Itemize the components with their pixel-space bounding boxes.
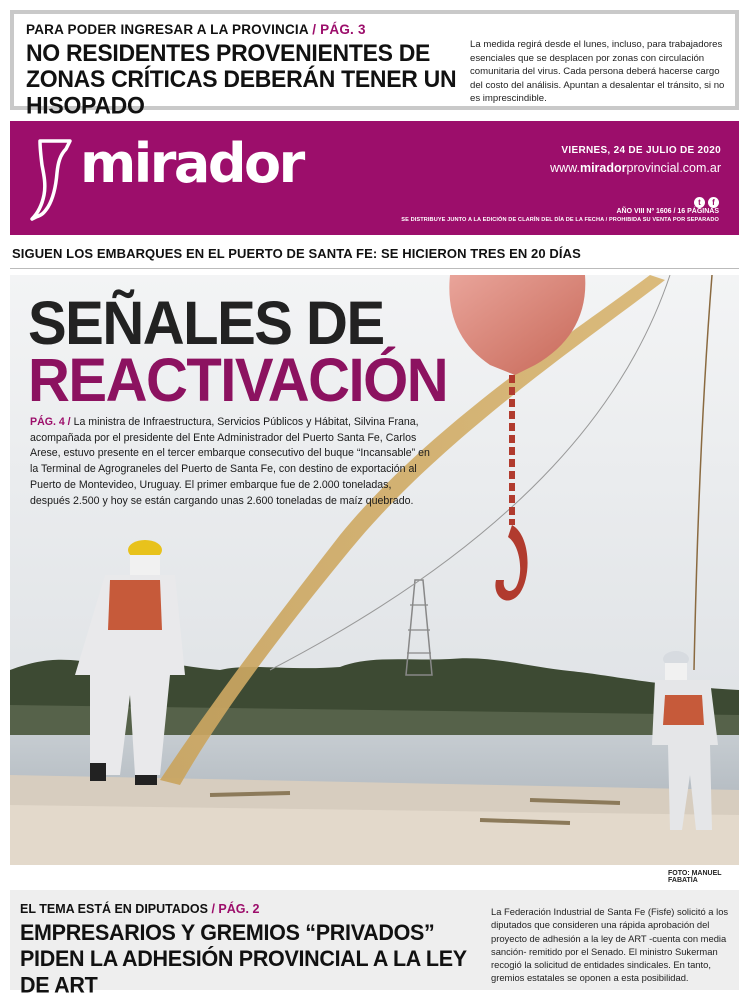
main-story-body (30, 415, 430, 509)
facebook-icon[interactable]: f (708, 197, 719, 208)
website-url[interactable] (550, 161, 721, 175)
bottom-teaser-page[interactable]: / PÁG. 2 (211, 902, 260, 916)
photo-credit: FOTO: MANUEL FABATÍA (668, 870, 722, 884)
distribution-note: SE DISTRIBUYE JUNTO A LA EDICIÓN DE CLARÍN DEL DÍA DE LA FECHA / PROHIBIDA SU VENTA POR SEPARADO (401, 217, 719, 223)
main-headline-line1: SEÑALES DE (28, 288, 384, 358)
masthead (10, 121, 739, 235)
url-bold: mirador (579, 161, 627, 175)
logo-mark-icon (30, 139, 74, 221)
main-headline[interactable] (28, 288, 448, 415)
edition-date: VIERNES, 24 DE JULIO DE 2020 (561, 145, 721, 156)
top-teaser-headline[interactable]: NO RESIDENTES PROVENIENTES DE ZONAS CRÍTICAS DEBERÁN TENER UN HISOPADO (26, 38, 457, 119)
top-teaser-page[interactable]: / PÁG. 3 (312, 22, 366, 37)
edition-number: AÑO VIII Nº 1606 / 16 PÁGINAS (616, 208, 719, 215)
main-story-text: La ministra de Infraestructura, Servicios Públicos y Hábitat, Silvina Frana, acompañada por el presidente del Ente Administrador del Puerto Santa Fe, Carlos Arese, estuvo presente en el tercer embarque consecutivo del buque “Incansable” en la Terminal de Agrograneles del Puerto de Santa Fe, con destino de exportación al Puerto de Montevideo, Uruguay. El primer embarque fue de 2.000 toneladas, después 2.500 y hoy se están cargando unas 2.600 toneladas de maíz quebrado. (30, 416, 430, 507)
top-teaser-box[interactable] (10, 10, 739, 119)
top-teaser-kicker (26, 22, 366, 37)
bottom-teaser-kicker (20, 902, 259, 916)
top-teaser-kicker-text: PARA PODER INGRESAR A LA PROVINCIA (26, 22, 309, 37)
section-strapline-text: SIGUEN LOS EMBARQUES EN EL PUERTO DE SANTA FE: SE HICIERON TRES EN 20 DÍAS (12, 246, 581, 261)
logo-wordmark[interactable]: mirador (80, 132, 303, 195)
bottom-teaser-box[interactable] (10, 890, 739, 998)
bottom-teaser-headline[interactable]: EMPRESARIOS Y GREMIOS “PRIVADOS” PIDEN LA ADHESIÓN PROVINCIAL A LA LEY DE ART (20, 920, 467, 998)
top-teaser-summary: La medida regirá desde el lunes, incluso, para trabajadores esenciales que se desplacen por zonas con circulación comunitaria del virus. Cada persona deberá hacerse cargo del costo del análisis. Apuntan a desalentar el tránsito, si no es imprescindible. (470, 39, 725, 104)
main-photo[interactable] (10, 275, 739, 865)
main-headline-line2: REACTIVACIÓN (28, 345, 448, 415)
social-icons (694, 197, 719, 208)
url-prefix: www. (550, 161, 580, 175)
url-rest: provincial.com.ar (626, 161, 721, 175)
twitter-icon[interactable]: t (694, 197, 705, 208)
bottom-teaser-summary: La Federación Industrial de Santa Fe (Fisfe) solicitó a los diputados que consideren una rápida aprobación del proyecto de adhesión a la ley de ART -cuenta con media sanción- remitido por el Senado. El ministro Sukerman recogió la solicitud de entidades sindicales. En tanto, gremios estatales se oponen a esta posibilidad. (491, 906, 729, 984)
main-story-page[interactable]: PÁG. 4 / (30, 416, 71, 428)
bottom-teaser-kicker-text: EL TEMA ESTÁ EN DIPUTADOS (20, 902, 208, 916)
section-strapline (10, 242, 739, 269)
